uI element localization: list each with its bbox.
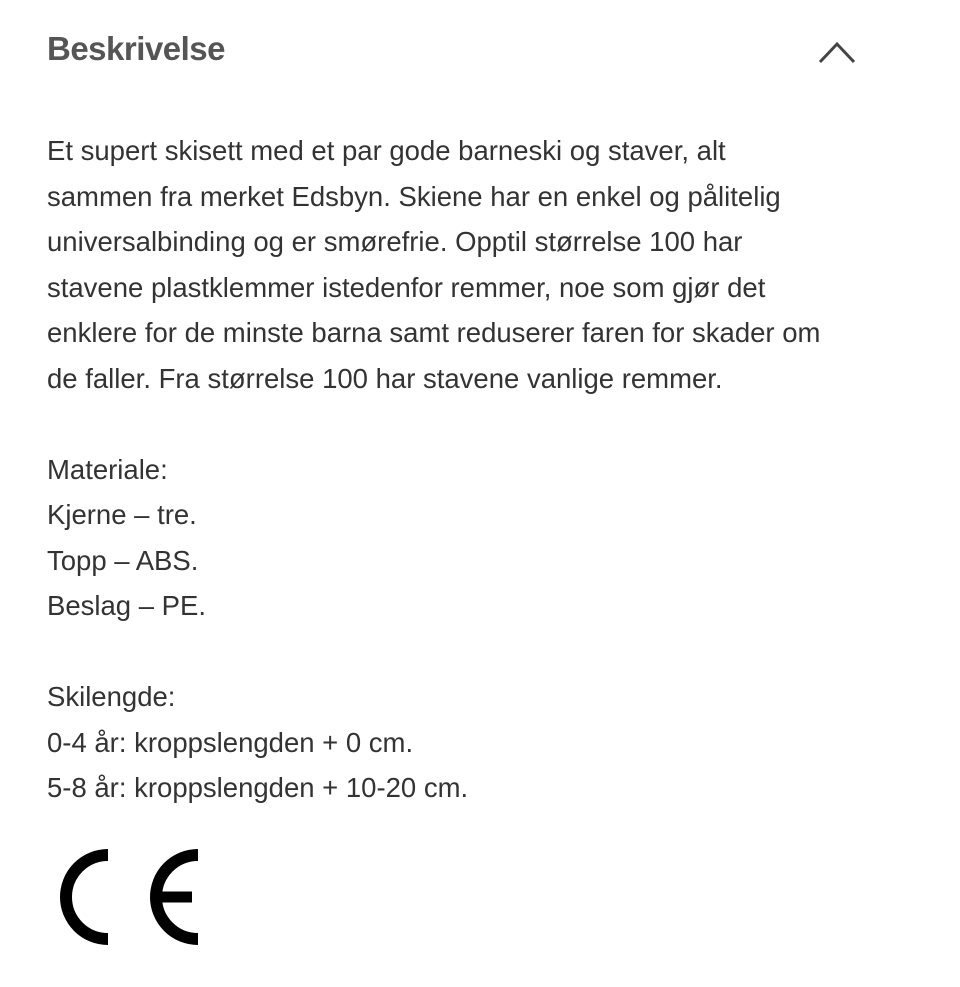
material-item: Beslag – PE. [47,590,206,621]
chevron-up-icon[interactable] [818,40,856,64]
section-title[interactable]: Beskrivelse [47,30,225,67]
description-line: de faller. Fra størrelse 100 har stavene vanlige remmer. [47,362,723,394]
description-line: Et supert skisett med et par gode barneski og staver, alt [47,135,726,166]
ce-mark-icon [52,843,204,951]
material-item: Kjerne – tre. [47,499,197,530]
description-line: enklere for de minste barna samt reduserer faren for skader om [47,317,821,348]
description-line: stavene plastklemmer istedenfor remmer, noe som gjør det [47,271,766,303]
description-line: universalbinding og er smørefrie. Opptil størrelse 100 har [47,226,743,257]
description-body [47,128,927,811]
ski-length-item: 5-8 år: kroppslengden + 10-20 cm. [47,772,469,803]
material-label: Materiale: [47,453,168,485]
description-line: sammen fra merket Edsbyn. Skiene har en enkel og pålitelig [47,180,781,212]
ski-length-item: 0-4 år: kroppslengden + 0 cm. [47,726,414,758]
ski-length-label: Skilengde: [47,681,176,712]
material-item: Topp – ABS. [47,544,199,576]
